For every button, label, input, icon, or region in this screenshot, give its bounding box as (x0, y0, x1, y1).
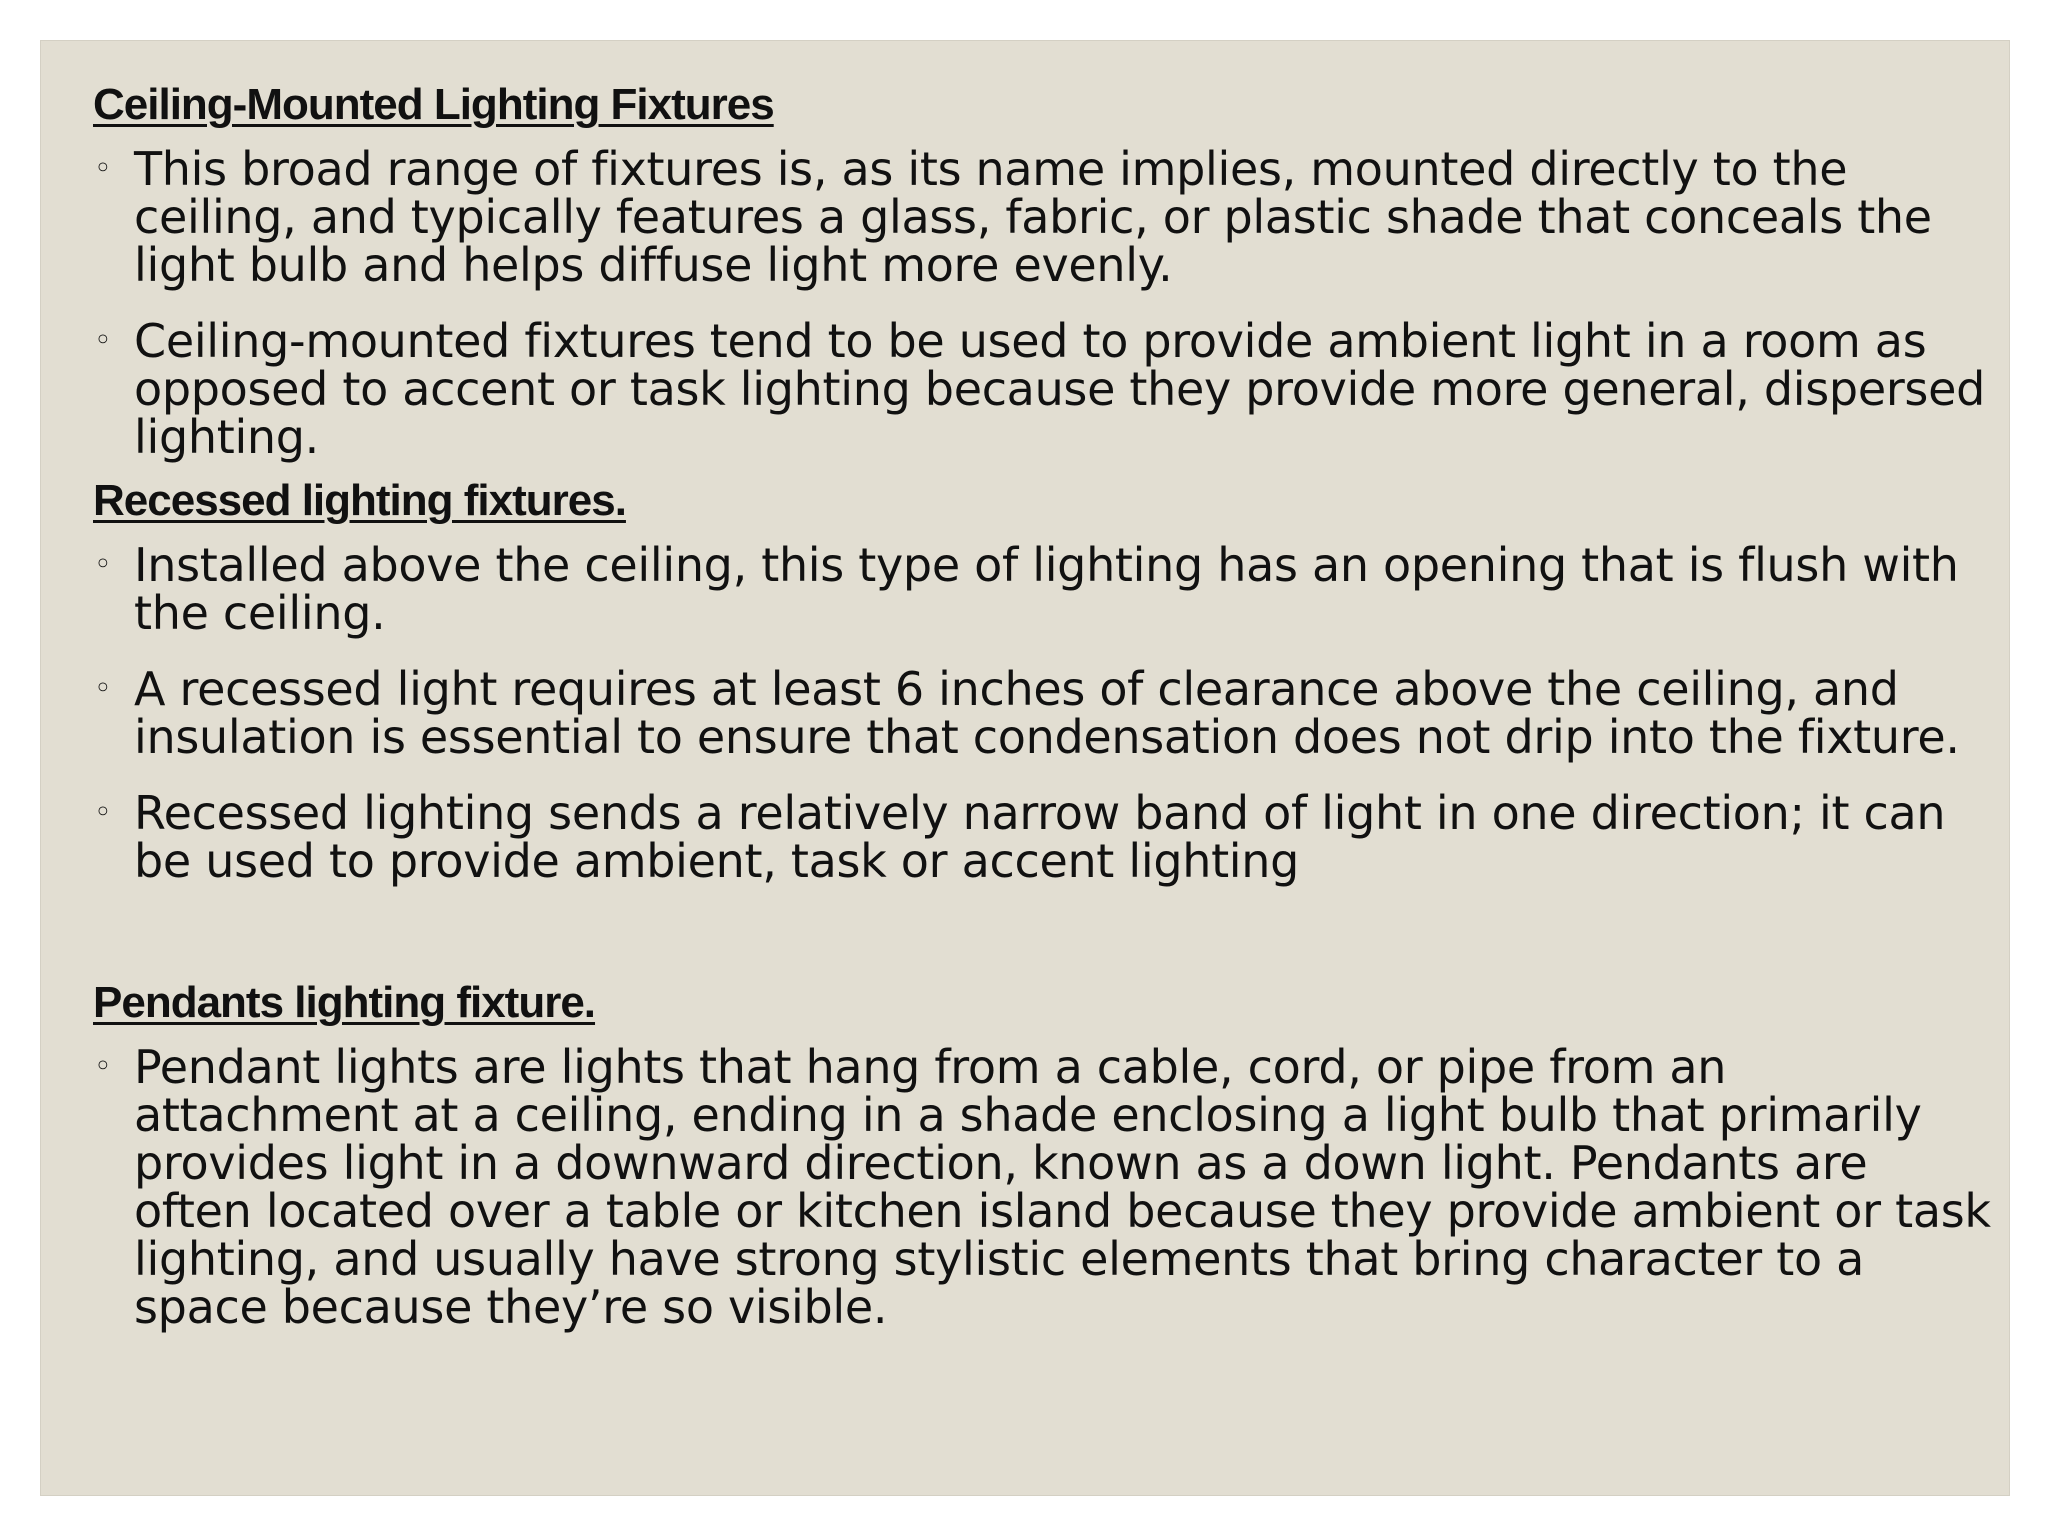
bullet-item (93, 314, 1993, 464)
bullet-item (93, 142, 1993, 292)
section-heading: Recessed lighting fixtures. (93, 476, 626, 525)
bullet-item (93, 786, 1993, 888)
bullet-marker-icon: ◦ (94, 795, 112, 830)
bullet-item (93, 538, 1993, 640)
bullet-marker-icon: ◦ (94, 1049, 112, 1084)
bullet-text: Recessed lighting sends a relatively narrow band of light in one direction; it can be used to provide ambient, task or accent lighting (134, 786, 1946, 888)
bullet-text: Pendant lights are lights that hang from a cable, cord, or pipe from an attachment at a ceiling, ending in a shade enclosing a light bulb that primarily provides light in a downward direction, known as a down light. Pendants are often located over a table or kitchen island because they provide ambient or task lighting, and usually have strong stylistic elements that bring character to a space because they’re so visible. (134, 1040, 1991, 1334)
bullet-marker-icon: ◦ (94, 671, 112, 706)
section-heading: Pendants lighting fixture. (93, 978, 596, 1027)
slide (40, 40, 2010, 1496)
bullet-text: Installed above the ceiling, this type of lighting has an opening that is flush with the ceiling. (134, 538, 1959, 640)
bullet-marker-icon: ◦ (94, 547, 112, 582)
slide-content (93, 75, 1993, 1334)
section-heading: Ceiling-Mounted Lighting Fixtures (93, 80, 774, 129)
bullet-marker-icon: ◦ (94, 151, 112, 186)
section-ceiling-mounted (93, 75, 1993, 464)
bullet-item (93, 662, 1993, 764)
bullet-list (93, 538, 1993, 888)
bullet-item (93, 1040, 1993, 1334)
bullet-text: This broad range of fixtures is, as its name implies, mounted directly to the ceiling, and typically features a glass, fabric, or plastic shade that conceals the light bulb and helps diffuse light more evenly. (134, 142, 1932, 292)
bullet-text: A recessed light requires at least 6 inches of clearance above the ceiling, and insulation is essential to ensure that condensation does not drip into the fixture. (134, 662, 1960, 764)
bullet-list (93, 1040, 1993, 1334)
bullet-text: Ceiling-mounted fixtures tend to be used to provide ambient light in a room as opposed to accent or task lighting because they provide more general, dispersed lighting. (134, 314, 1986, 464)
bullet-marker-icon: ◦ (94, 323, 112, 358)
bullet-list (93, 142, 1993, 464)
section-pendants (93, 973, 1993, 1334)
section-recessed (93, 471, 1993, 888)
